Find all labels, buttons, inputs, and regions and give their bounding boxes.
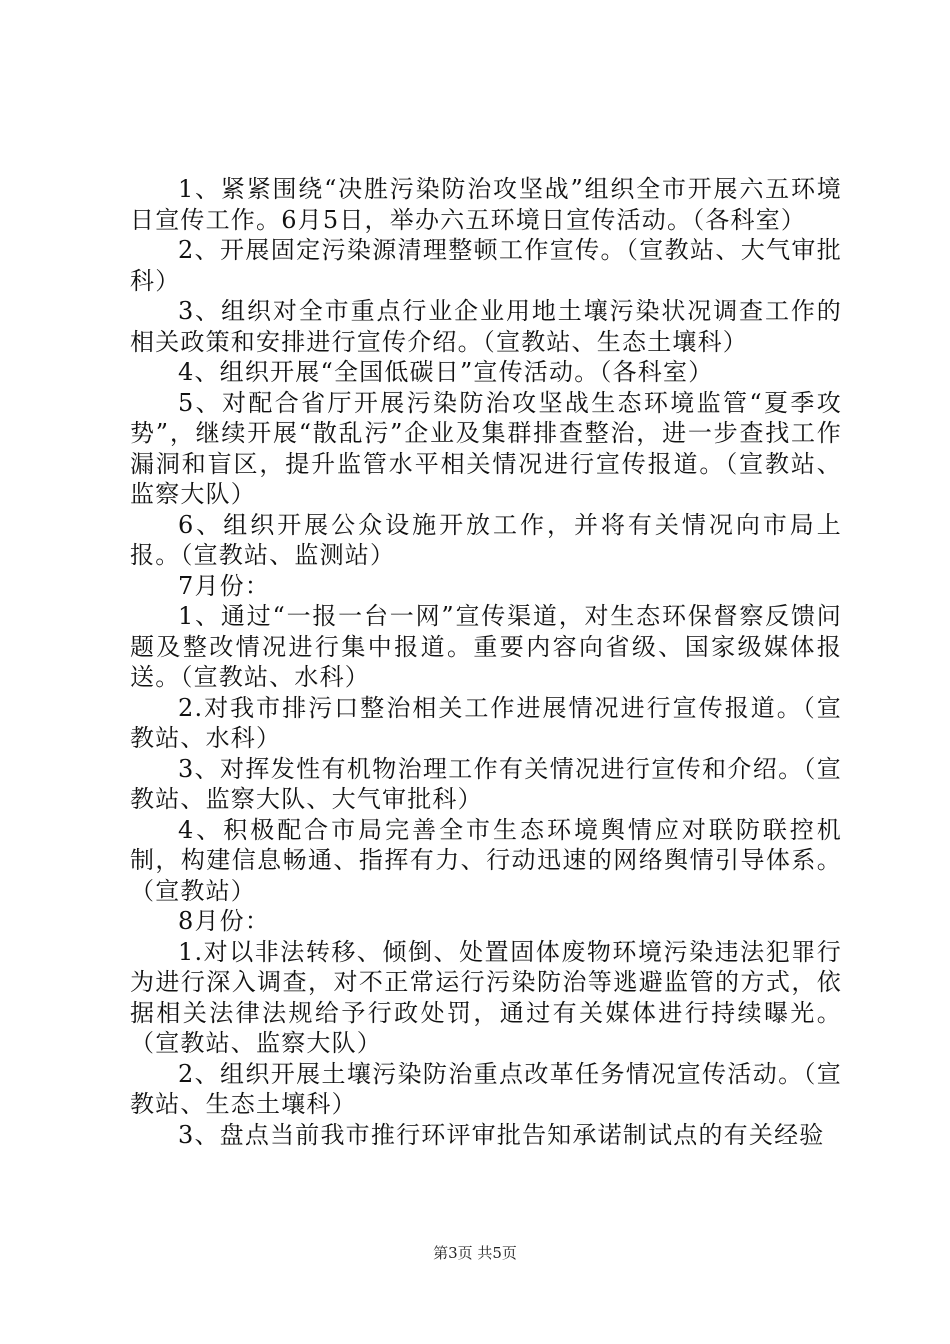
paragraph: 3、对挥发性有机物治理工作有关情况进行宣传和介绍。（宣教站、监察大队、大气审批科） [130, 754, 842, 813]
month-heading: 7月份： [178, 571, 271, 600]
month-heading: 8月份： [178, 907, 271, 935]
paragraph: 3、盘点当前我市推行环评审批告知承诺制试点的有关经验 [178, 1120, 825, 1149]
document-body [130, 174, 842, 1150]
paragraph: 2、组织开展土壤污染防治重点改革任务情况宣传活动。（宣教站、生态土壤科） [130, 1059, 842, 1118]
paragraph: 2、开展固定污染源清理整顿工作宣传。（宣教站、大气审批科） [130, 236, 842, 295]
paragraph: 4、组织开展“全国低碳日”宣传活动。（各科室） [178, 358, 714, 386]
paragraph: 4、积极配合市局完善全市生态环境舆情应对联防联控机制，构建信息畅通、指挥有力、行动迅速的网络舆情引导体系。（宣教站） [130, 815, 842, 905]
paragraph: 1.对以非法转移、倾倒、处置固体废物环境污染违法犯罪行为进行深入调查，对不正常运行污染防治等逃避监管的方式，依据相关法律法规给予行政处罚，通过有关媒体进行持续曝光。（宣教站、监察大队） [130, 937, 842, 1057]
paragraph: 5、对配合省厅开展污染防治攻坚战生态环境监管“夏季攻势”，继续开展“散乱污”企业及集群排查整治，进一步查找工作漏洞和盲区，提升监管水平相关情况进行宣传报道。（宣教站、监察大队） [130, 388, 842, 508]
paragraph: 1、紧紧围绕“决胜污染防治攻坚战”组织全市开展六五环境日宣传工作。6月5日，举办六五环境日宣传活动。（各科室） [130, 175, 842, 234]
paragraph: 3、组织对全市重点行业企业用地土壤污染状况调查工作的相关政策和安排进行宣传介绍。（宣教站、生态土壤科） [130, 297, 842, 356]
paragraph: 2.对我市排污口整治相关工作进展情况进行宣传报道。（宣教站、水科） [130, 693, 842, 752]
paragraph: 1、通过“一报一台一网”宣传渠道，对生态环保督察反馈问题及整改情况进行集中报道。重要内容向省级、国家级媒体报送。（宣教站、水科） [130, 602, 842, 691]
paragraph: 6、组织开展公众设施开放工作，并将有关情况向市局上报。（宣教站、监测站） [130, 510, 842, 569]
page-footer: 第3页 共5页 [433, 1244, 517, 1262]
